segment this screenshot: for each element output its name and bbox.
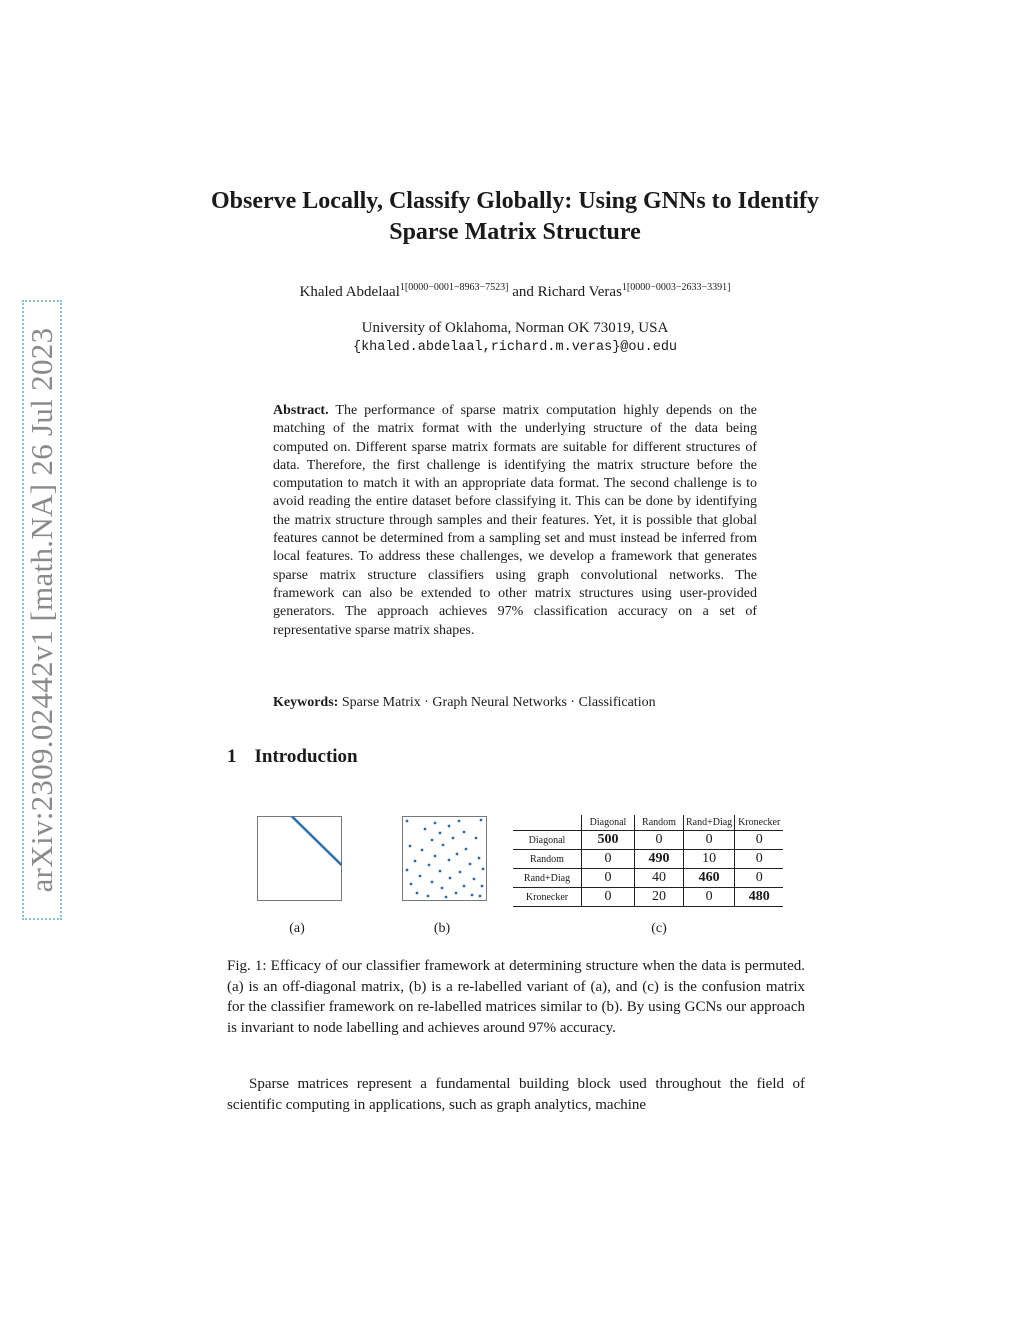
panel-a-frame <box>258 817 342 901</box>
abstract-label: Abstract. <box>273 403 329 418</box>
confusion-cell: 0 <box>684 831 735 850</box>
confusion-col-header: Diagonal <box>582 815 635 831</box>
confusion-cell: 20 <box>635 888 684 907</box>
scatter-dot <box>442 844 445 847</box>
confusion-col-header: Random <box>635 815 684 831</box>
keywords-label: Keywords: <box>273 695 339 710</box>
confusion-row <box>513 869 783 888</box>
scatter-dot <box>475 837 478 840</box>
confusion-row-header: Random <box>513 850 582 869</box>
author-2-orcid: 1[0000−0003−2633−3391] <box>621 282 731 293</box>
arxiv-stamp <box>22 300 62 920</box>
scatter-dot <box>448 825 451 828</box>
confusion-cell: 40 <box>635 869 684 888</box>
scatter-dot <box>452 837 455 840</box>
keywords-text: Sparse Matrix · Graph Neural Networks · Classification <box>341 695 656 710</box>
scatter-dot <box>463 831 466 834</box>
author-1-orcid: 1[0000−0001−8963−7523] <box>399 282 509 293</box>
confusion-body <box>513 831 783 907</box>
section-heading <box>227 746 358 768</box>
author-emails: {khaled.abdelaal,richard.m.veras}@ou.edu <box>352 340 678 355</box>
arxiv-stamp-text: arXiv:2309.02442v1 [math.NA] 26 Jul 2023 <box>24 327 59 893</box>
scatter-dot <box>463 885 466 888</box>
scatter-dot <box>431 839 434 842</box>
scatter-dot <box>471 894 474 897</box>
panel-b-frame <box>403 817 487 901</box>
confusion-cell: 480 <box>735 888 784 907</box>
scatter-dot <box>439 870 442 873</box>
author-2: Richard Veras <box>537 284 622 300</box>
scatter-dot <box>434 855 437 858</box>
scatter-dot <box>427 895 430 898</box>
confusion-cell: 0 <box>735 831 784 850</box>
affiliation: University of Oklahoma, Norman OK 73019, USA <box>361 320 669 336</box>
figure-caption: Fig. 1: Efficacy of our classifier framework at determining structure when the data is permuted. (a) is an off-diagonal matrix, (b) is a re-labelled variant of (a), and (c) is the confusion matrix for the classifier framework on re-labelled matrices similar to (b). By using GCNs our approach is invariant to node labelling and achieves around 97% accuracy. <box>227 958 805 1036</box>
scatter-dot <box>479 895 482 898</box>
scatter-dot <box>406 869 409 872</box>
scatter-dot <box>406 820 409 823</box>
scatter-dot <box>465 848 468 851</box>
confusion-corner <box>513 815 582 831</box>
confusion-col-header: Rand+Diag <box>684 815 735 831</box>
confusion-cell: 0 <box>735 850 784 869</box>
scatter-dot <box>431 881 434 884</box>
scatter-dot <box>456 853 459 856</box>
scatter-dot <box>481 885 484 888</box>
scatter-dot <box>434 822 437 825</box>
scatter-dot <box>416 892 419 895</box>
scatter-dot <box>482 868 485 871</box>
section-title: Introduction <box>254 746 358 767</box>
confusion-cell: 10 <box>684 850 735 869</box>
scatter-dot <box>409 845 412 848</box>
scatter-dot <box>458 820 461 823</box>
scatter-dot <box>459 871 462 874</box>
scatter-dot <box>419 875 422 878</box>
author-1: Khaled Abdelaal <box>299 284 400 300</box>
figure-panel-b <box>402 816 487 901</box>
abstract-text: The performance of sparse matrix computation highly depends on the matching of the matrix format with the underlying structure of the data being computed on. Different sparse matrix formats are suitable for different structures of data. Therefore, the first challenge is identifying the matrix structure before the computation to match it with an appropriate data format. The second challenge is to avoid reading the entire dataset before classifying it. This can be done by identifying the matrix structure through samples and their features. Yet, it is possible that global features cannot be determined from a sampling set and must instead be inferred from local features. To address these challenges, we develop a framework that generates sparse matrix structure classifiers using graph convolutional networks. The framework can also be extended to other matrix structures using user-provided generators. The approach achieves 97% classification accuracy on a set of representative sparse matrix shapes. <box>273 403 758 638</box>
confusion-row <box>513 850 783 869</box>
confusion-col-header: Kronecker <box>735 815 784 831</box>
confusion-cell: 0 <box>582 850 635 869</box>
scatter-dot <box>439 832 442 835</box>
confusion-matrix <box>513 815 783 907</box>
confusion-row <box>513 888 783 907</box>
scatter-dot <box>410 883 413 886</box>
scatter-dot <box>414 860 417 863</box>
confusion-cell: 460 <box>684 869 735 888</box>
scatter-dot <box>441 887 444 890</box>
sublabel-c: (c) <box>651 921 667 936</box>
scatter-dot <box>480 819 483 822</box>
sublabel-a: (a) <box>289 921 305 936</box>
confusion-row-header: Rand+Diag <box>513 869 582 888</box>
confusion-cell: 0 <box>582 869 635 888</box>
authors <box>200 282 830 301</box>
confusion-row-header: Kronecker <box>513 888 582 907</box>
scatter-dot <box>421 849 424 852</box>
section-number: 1 <box>227 746 237 767</box>
scatter-dot <box>445 896 448 899</box>
confusion-row-header: Diagonal <box>513 831 582 850</box>
paper-title: Observe Locally, Classify Globally: Using GNNs to Identify Sparse Matrix Structure <box>210 188 820 245</box>
sublabel-b: (b) <box>433 921 451 936</box>
scatter-dot <box>478 857 481 860</box>
affiliation-block <box>200 318 830 358</box>
scatter-dot <box>428 864 431 867</box>
confusion-cell: 0 <box>684 888 735 907</box>
abstract <box>273 402 757 640</box>
confusion-cell: 500 <box>582 831 635 850</box>
author-conjunction: and <box>512 284 534 300</box>
scatter-dot <box>473 878 476 881</box>
confusion-cell: 0 <box>582 888 635 907</box>
confusion-row <box>513 831 783 850</box>
scatter-dot <box>469 863 472 866</box>
confusion-header-row <box>513 815 783 831</box>
figure-panel-a <box>257 816 342 901</box>
confusion-cell: 490 <box>635 850 684 869</box>
scatter-dot <box>455 892 458 895</box>
keywords <box>273 695 757 711</box>
confusion-cell: 0 <box>735 869 784 888</box>
scatter-dot <box>449 877 452 880</box>
body-paragraph: Sparse matrices represent a fundamental building block used throughout the field of scientific computing in applications, such as graph analytics, machine <box>227 1076 805 1113</box>
confusion-cell: 0 <box>635 831 684 850</box>
scatter-dot <box>448 859 451 862</box>
scatter-dot <box>424 828 427 831</box>
